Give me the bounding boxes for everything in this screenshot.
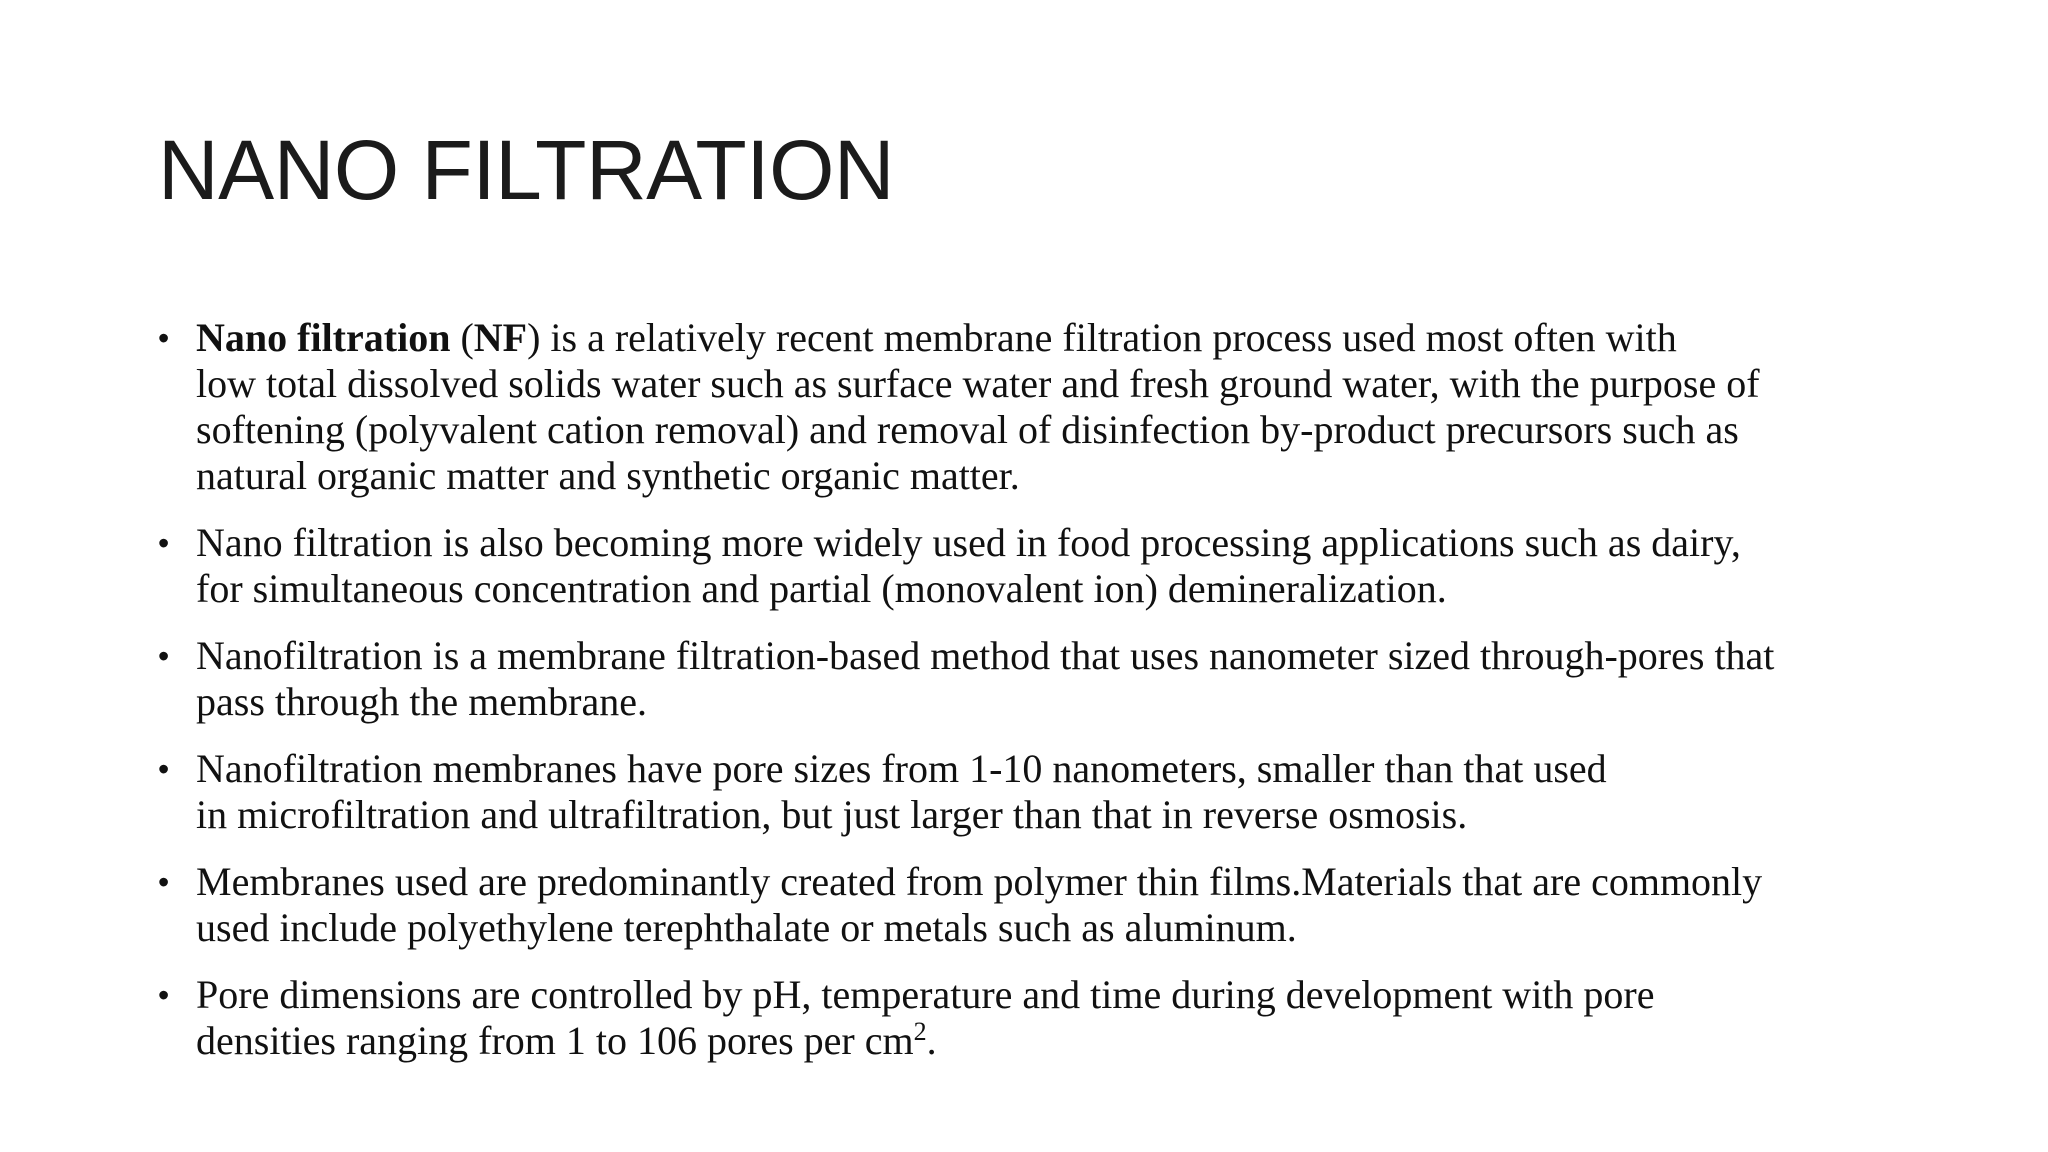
bullet-line: Membranes used are predominantly created from polymer thin films.Materials that are commonly	[196, 859, 1763, 904]
bullet-dot: •	[158, 525, 170, 561]
bullet-dot: •	[158, 864, 170, 900]
bullet-dot: •	[158, 751, 170, 787]
bullet-line: softening (polyvalent cation removal) and removal of disinfection by-product precursors such as	[196, 407, 1739, 452]
bullet-line: pass through the membrane.	[196, 679, 647, 724]
text-segment: (	[450, 315, 474, 360]
text-segment: ) is a relatively recent membrane filtration process used most often with	[527, 315, 1677, 360]
bullet-line: Pore dimensions are controlled by pH, temperature and time during development with pore	[196, 972, 1655, 1017]
bullet-line: for simultaneous concentration and partial (monovalent ion) demineralization.	[196, 566, 1447, 611]
bullet-item	[158, 972, 1918, 1064]
bullet-line: in microfiltration and ultrafiltration, but just larger than that in reverse osmosis.	[196, 792, 1468, 837]
bullet-dot: •	[158, 320, 170, 356]
bullet-item	[158, 315, 1918, 499]
bullet-line: Nanofiltration is a membrane filtration-based method that uses nanometer sized through-pores that	[196, 633, 1775, 678]
bold-abbreviation: NF	[473, 315, 528, 360]
bullet-item	[158, 746, 1918, 838]
bullet-line: Nano filtration is also becoming more widely used in food processing applications such as dairy,	[196, 520, 1741, 565]
bullet-dot: •	[158, 638, 170, 674]
bullet-dot: •	[158, 977, 170, 1013]
bullet-item	[158, 520, 1918, 612]
bullet-list	[158, 315, 1918, 1085]
bullet-line: used include polyethylene terephthalate or metals such as aluminum.	[196, 905, 1297, 950]
bullet-line	[196, 315, 1918, 361]
text-segment: densities ranging from 1 to 106 pores per cm	[196, 1018, 914, 1063]
bullet-line: natural organic matter and synthetic organic matter.	[196, 453, 1020, 498]
text-segment: .	[926, 1018, 937, 1063]
bold-term: Nano filtration	[196, 315, 451, 360]
superscript: 2	[913, 1017, 927, 1046]
bullet-line: Nanofiltration membranes have pore sizes from 1-10 nanometers, smaller than that used	[196, 746, 1607, 791]
bullet-item	[158, 633, 1918, 725]
bullet-line	[196, 1018, 1918, 1064]
slide-title: NANO FILTRATION	[158, 123, 895, 217]
bullet-item	[158, 859, 1918, 951]
bullet-line: low total dissolved solids water such as surface water and fresh ground water, with the purpose of	[196, 361, 1760, 406]
